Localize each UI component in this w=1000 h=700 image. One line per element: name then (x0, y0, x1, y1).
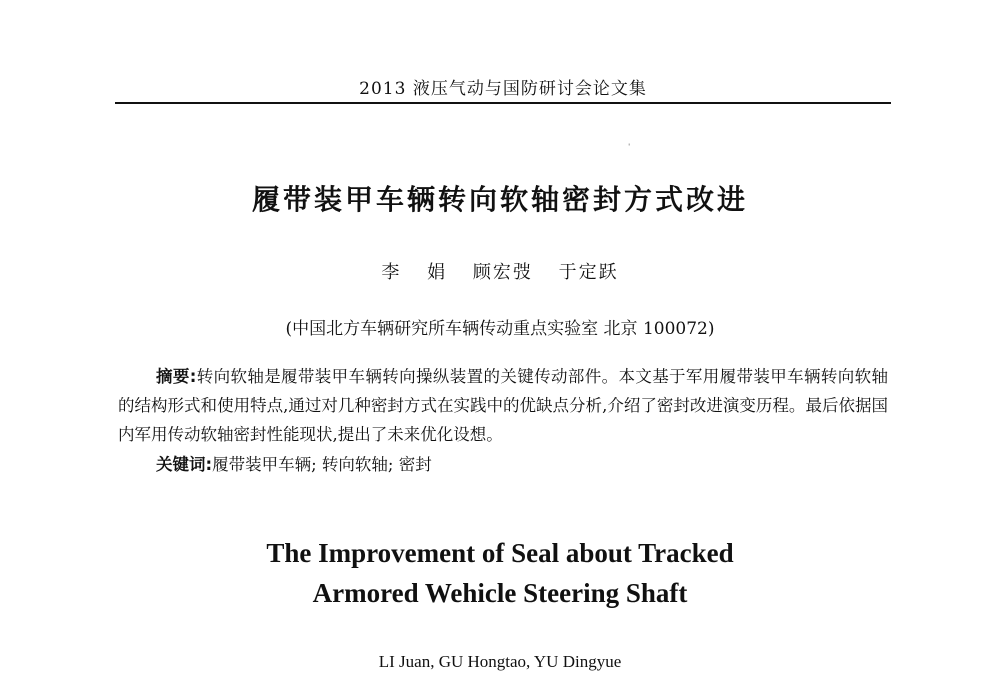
abstract-label: 摘要: (156, 367, 197, 386)
title-english-line-2: Armored Wehicle Steering Shaft (312, 578, 688, 608)
keywords-label: 关键词: (156, 455, 213, 474)
title-english-line-1: The Improvement of Seal about Tracked (266, 538, 734, 568)
header-rule (115, 102, 891, 104)
scan-mark: ˈ (628, 143, 631, 152)
authors-english: LI Juan, GU Hongtao, YU Dingyue (378, 652, 622, 671)
keywords-line (156, 450, 432, 479)
title-english (0, 533, 1000, 613)
affiliation-chinese: (中国北方车辆研究所车辆传动重点实验室 北京 100072) (285, 319, 715, 339)
authors-chinese: 李 娟 顾宏弢 于定跃 (381, 262, 619, 283)
abstract-text: 转向软轴是履带装甲车辆转向操纵装置的关键传动部件。本文基于军用履带装甲车辆转向软轴的结构形式和使用特点,通过对几种密封方式在实践中的优缺点分析,介绍了密封改进演变历程。最后依据国内军用传动软轴密封性能现状,提出了未来优化设想。 (118, 367, 888, 444)
running-head: 2013 液压气动与国防研讨会论文集 (359, 79, 647, 99)
abstract-paragraph (118, 362, 888, 449)
title-chinese: 履带装甲车辆转向软轴密封方式改进 (251, 183, 748, 216)
keywords-text: 履带装甲车辆; 转向软轴; 密封 (212, 455, 432, 474)
